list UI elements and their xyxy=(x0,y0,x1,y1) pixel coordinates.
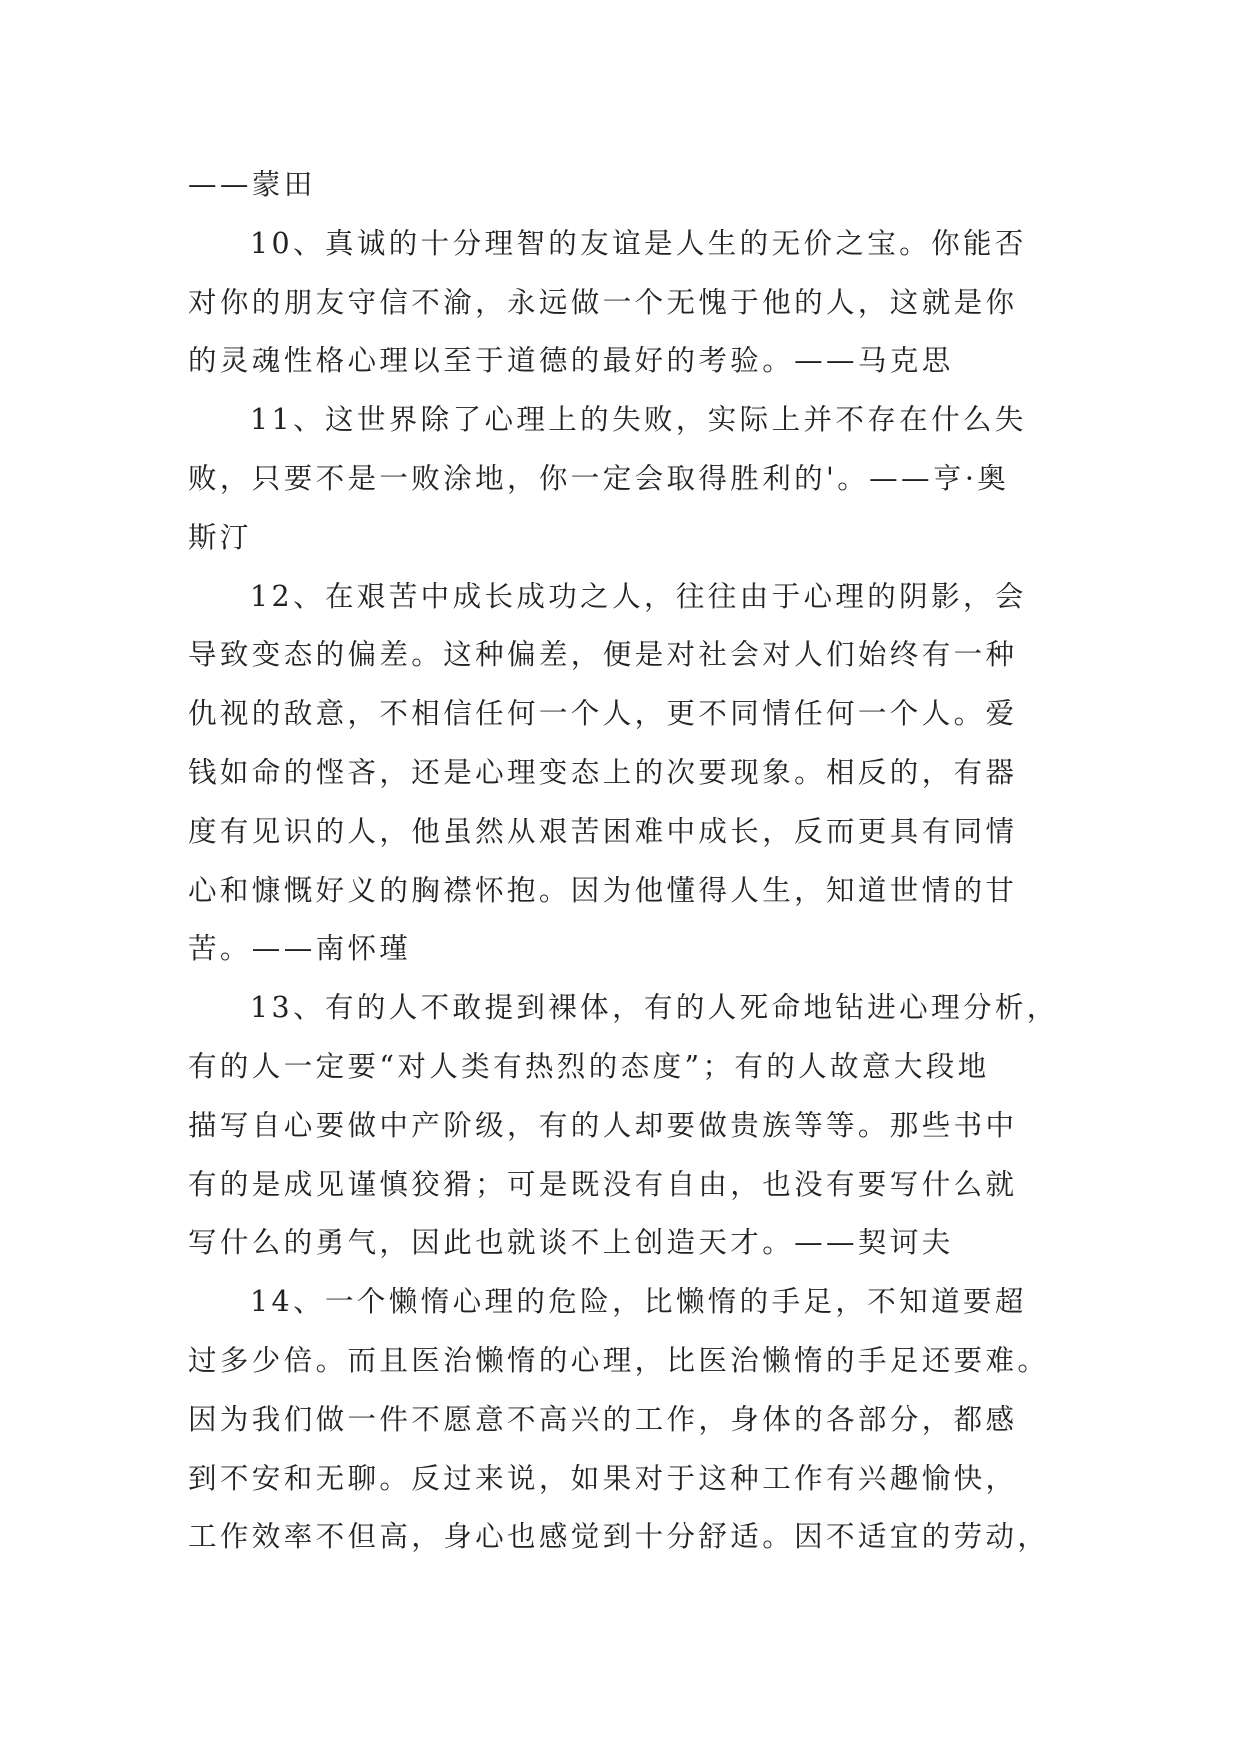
text-line: 工作效率不但高，身心也感觉到十分舒适。因不适宜的劳动， xyxy=(188,1520,1050,1554)
text-line: 心和慷慨好义的胸襟怀抱。因为他懂得人生，知道世情的甘 xyxy=(188,873,1018,907)
text-line: 10、真诚的十分理智的友谊是人生的无价之宝。你能否 xyxy=(250,226,1027,260)
text-line: 描写自心要做中产阶级，有的人却要做贵族等等。那些书中 xyxy=(188,1108,1018,1142)
text-line: 苦。——南怀瑾 xyxy=(188,932,412,966)
text-line: ——蒙田 xyxy=(188,168,316,201)
text-line: 仇视的敌意，不相信任何一个人，更不同情任何一个人。爱 xyxy=(188,697,1018,731)
text-line: 败，只要不是一败涂地，你一定会取得胜利的'。——亨·奥 xyxy=(188,461,1010,495)
text-line: 到不安和无聊。反过来说，如果对于这种工作有兴趣愉快， xyxy=(188,1461,1018,1495)
text-line: 11、这世界除了心理上的失败，实际上并不存在什么失 xyxy=(250,403,1027,437)
text-line: 导致变态的偏差。这种偏差，便是对社会对人们始终有一种 xyxy=(188,638,1018,672)
text-line: 度有见识的人，他虽然从艰苦困难中成长，反而更具有同情 xyxy=(188,814,1018,848)
text-line: 因为我们做一件不愿意不高兴的工作，身体的各部分，都感 xyxy=(188,1402,1018,1436)
text-line: 14、一个懒惰心理的危险，比懒惰的手足，不知道要超 xyxy=(250,1285,1027,1319)
text-line: 过多少倍。而且医治懒惰的心理，比医治懒惰的手足还要难。 xyxy=(188,1343,1050,1377)
text-line: 13、有的人不敢提到裸体，有的人死命地钻进心理分析， xyxy=(250,991,1059,1025)
body-text xyxy=(188,156,1058,1567)
text-line: 12、在艰苦中成长成功之人，往往由于心理的阴影，会 xyxy=(250,579,1027,613)
text-line: 的灵魂性格心理以至于道德的最好的考验。——马克思 xyxy=(188,344,954,378)
text-line: 写什么的勇气，因此也就谈不上创造天才。——契诃夫 xyxy=(188,1226,954,1260)
text-line: 对你的朋友守信不渝，永远做一个无愧于他的人，这就是你 xyxy=(188,285,1018,319)
text-line: 斯汀 xyxy=(188,520,252,554)
text-line: 钱如命的悭吝，还是心理变态上的次要现象。相反的，有器 xyxy=(188,755,1018,789)
text-line: 有的人一定要“对人类有热烈的态度”；有的人故意大段地 xyxy=(188,1049,990,1083)
text-line: 有的是成见谨慎狡猾；可是既没有自由，也没有要写什么就 xyxy=(188,1167,1018,1201)
